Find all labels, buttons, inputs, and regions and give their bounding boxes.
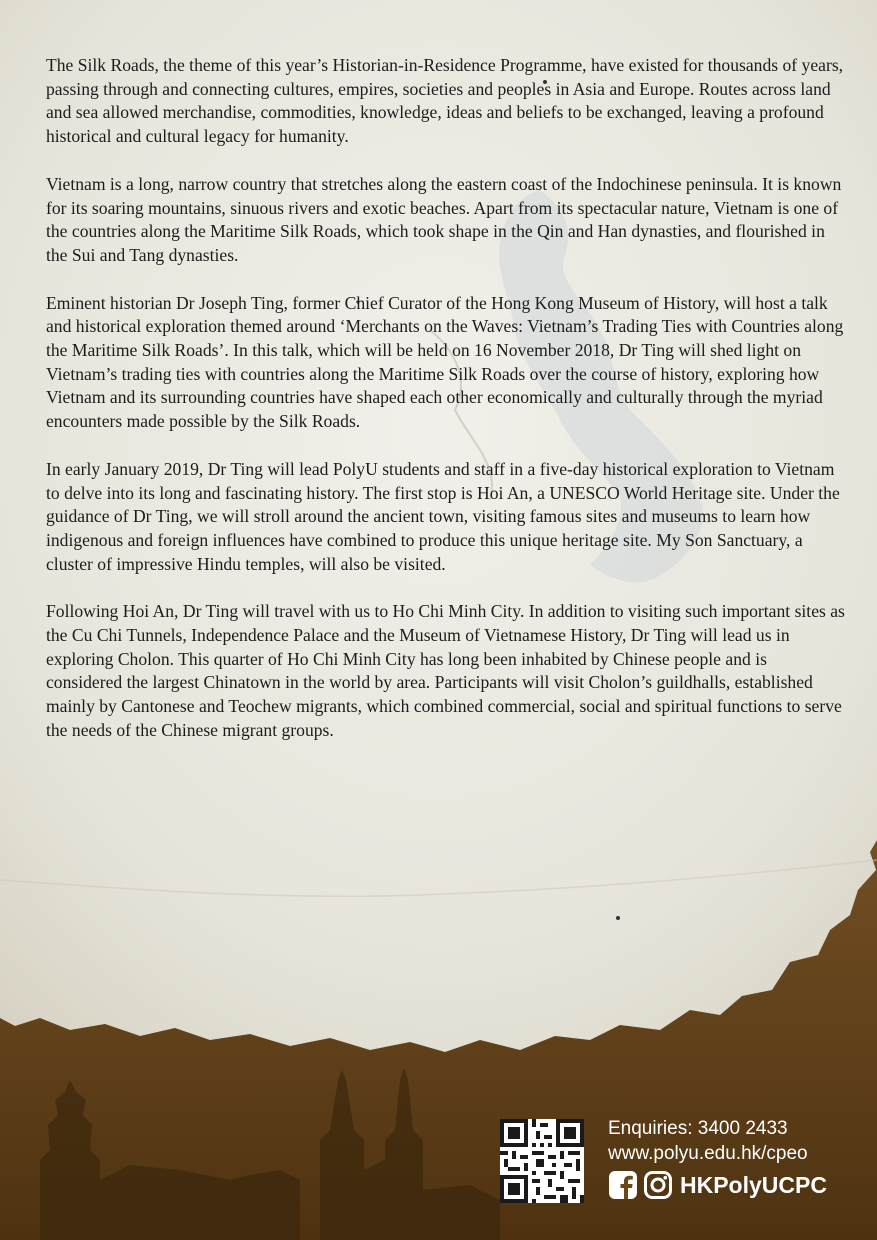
footer-contact [608,1116,827,1200]
facebook-icon[interactable] [608,1170,638,1200]
paragraph-talk: Eminent historian Dr Joseph Ting, former Chief Curator of the Hong Kong Museum of History, will host a talk and historical exploration themed around ‘Merchants on the Waves: Vietnam’s Trading Ties with Countries along the Maritime Silk Roads’. In this talk, which will be held on 16 November 2018, Dr Ting will shed light on Vietnam’s trading ties with countries along the Maritime Silk Roads over the course of history, exploring how Vietnam and its surrounding countries have shaped each other economically and culturally through the myriad encounters made possible by the Silk Roads. [46,292,844,432]
paragraph-vietnam: Vietnam is a long, narrow country that stretches along the eastern coast of the Indochinese peninsula. It is known for its soaring mountains, sinuous rivers and exotic beaches. Apart from its spectacular nature, Vietnam is one of the countries along the Maritime Silk Roads, which took shape in the Qin and Han dynasties, and flourished in the Sui and Tang dynasties. [46,173,842,265]
website-link[interactable]: www.polyu.edu.hk/cpeo [608,1143,808,1164]
social-handle[interactable]: HKPolyUCPC [680,1172,827,1198]
instagram-icon[interactable] [643,1170,673,1200]
paragraph-hoi-an: In early January 2019, Dr Ting will lead PolyU students and staff in a five-day historical exploration to Vietnam to delve into its long and fascinating history. The first stop is Hoi An, a UNESCO World Heritage site. Under the guidance of Dr Ting, we will stroll around the ancient town, visiting famous sites and museums to learn how indigenous and foreign influences have combined to produce this unique heritage site. My Son Sanctuary, a cluster of impressive Hindu temples, will also be visited. [46,458,840,574]
paragraph-ho-chi-minh: Following Hoi An, Dr Ting will travel with us to Ho Chi Minh City. In addition to visiting such important sites as the Cu Chi Tunnels, Independence Palace and the Museum of Vietnamese History, Dr Ting will lead us in exploring Cholon. This quarter of Ho Chi Minh City has long been inhabited by Chinese people and is considered the largest Chinatown in the world by area. Participants will visit Cholon’s guildhalls, established mainly by Cantonese and Teochew migrants, which combined commercial, social and spiritual functions to serve the needs of the Chinese migrant groups. [46,601,845,740]
qr-code-icon [500,1119,584,1203]
body-text [46,54,846,767]
qr-code[interactable] [500,1119,584,1203]
paragraph-silk-roads: The Silk Roads, the theme of this year’s Historian-in-Residence Programme, have existed for thousands of years, passing through and connecting cultures, empires, societies and peoples in Asia and Europe. Routes across land and sea allowed merchandise, commodities, knowledge, ideas and beliefs to be exchanged, leaving a profound historical and cultural legacy for humanity. [46,55,844,147]
enquiries-phone: Enquiries: 3400 2433 [608,1118,788,1139]
social-links [608,1170,827,1200]
